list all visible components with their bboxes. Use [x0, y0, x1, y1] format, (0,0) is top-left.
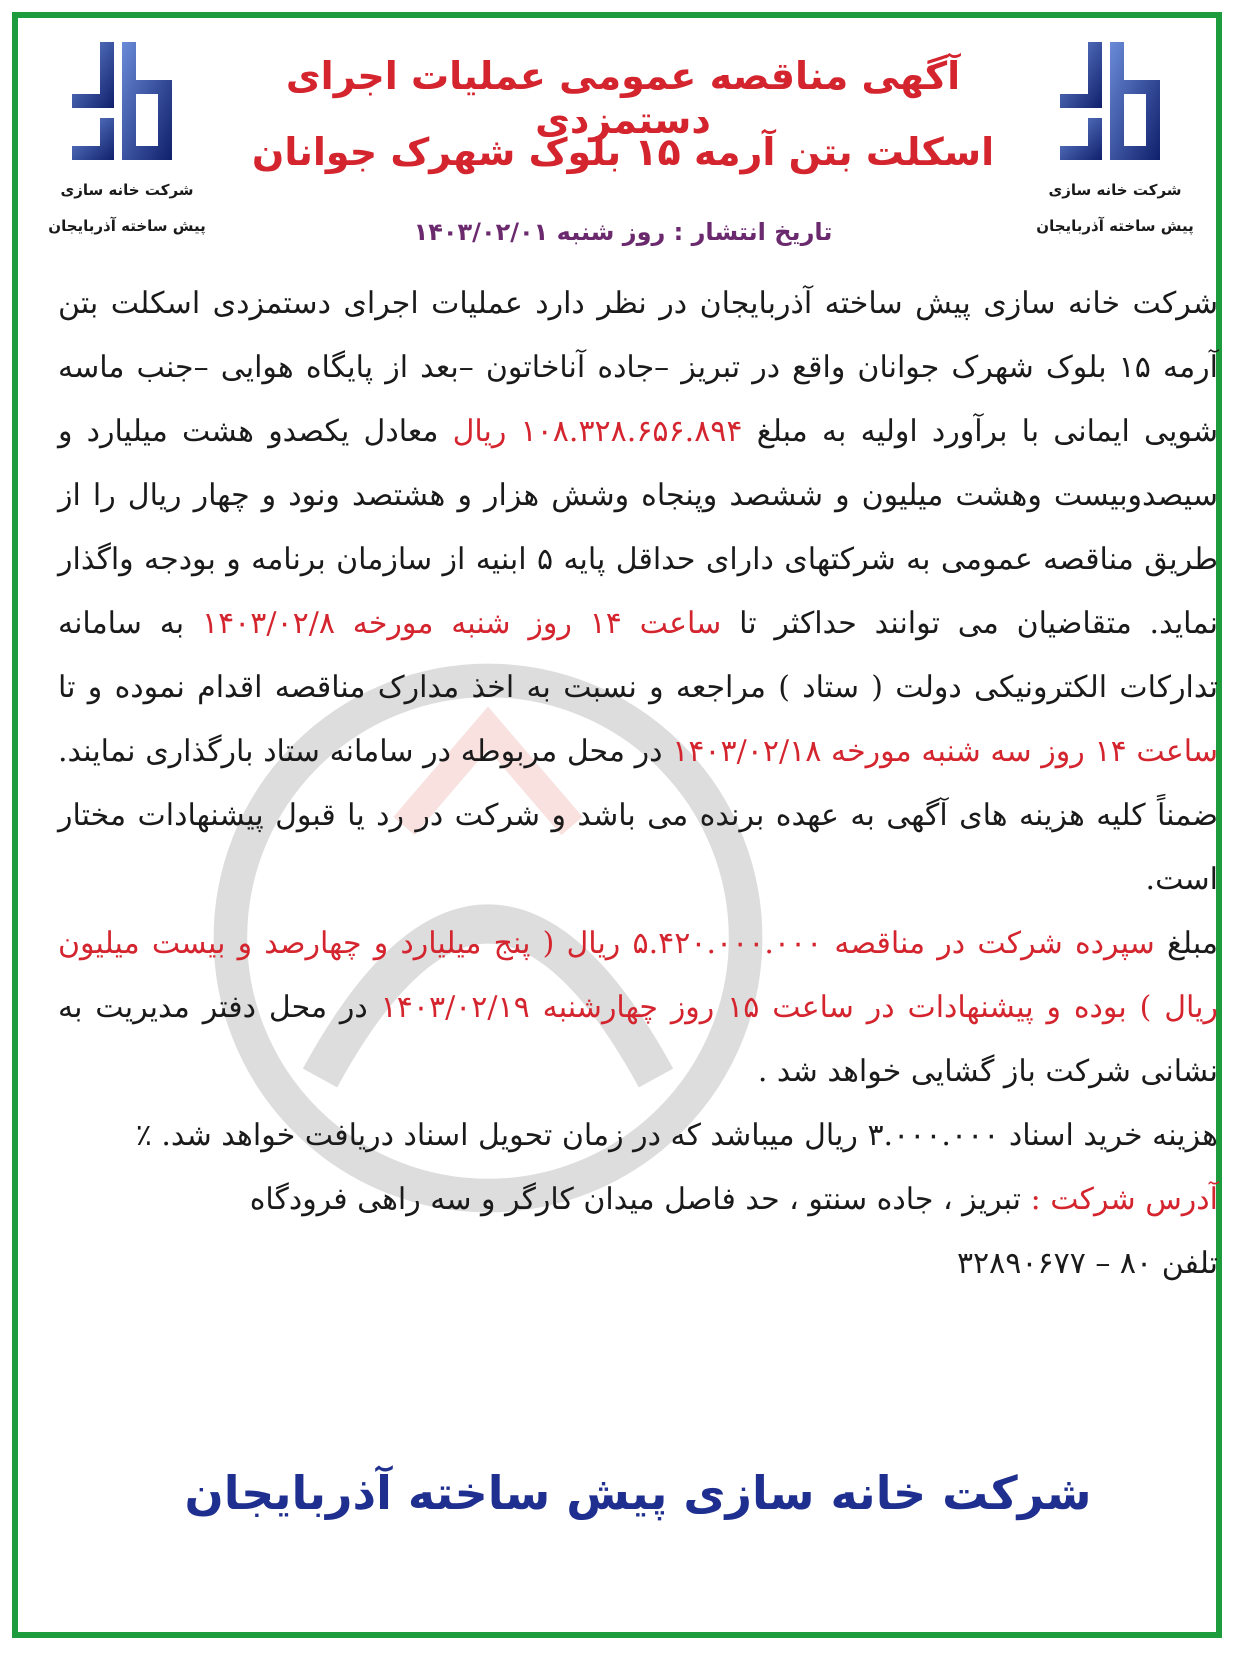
- logo-caption-line2: پیش ساخته آذربایجان: [48, 217, 206, 235]
- body-text: شرکت خانه سازی پیش ساخته آذربایجان در نظر دارد عملیات اجرای دستمزدی اسکلت بتن آرمه ۱۵ بلوک شهرک جوانان واقع در تبریز –جاده آناخاتون –بعد از پایگاه هوایی –جنب ماسه شویی ایمانی با برآورد اولیه به مبلغ: [58, 286, 1218, 449]
- body-text: در محل دفتر مدیریت به نشانی شرکت باز گشایی خواهد شد .: [58, 990, 1218, 1089]
- ad-body: [58, 272, 1218, 1296]
- logo-caption-line2: پیش ساخته آذربایجان: [1036, 217, 1194, 235]
- upload-deadline: ساعت ۱۴ روز سه شنبه مورخه ۱۴۰۳/۰۲/۱۸: [672, 734, 1219, 769]
- ad-title-line1: آگهی مناقصه عمومی عملیات اجرای دستمزدی: [285, 54, 961, 142]
- logo-icon: [1040, 32, 1190, 172]
- estimated-amount: ۱۰۸.۳۲۸.۶۵۶.۸۹۴ ریال: [452, 414, 743, 449]
- company-logo-left: [32, 32, 222, 244]
- ad-title-line2: اسکلت بتن آرمه ۱۵ بلوک شهرک جوانان: [251, 130, 995, 174]
- paragraph-address: [58, 1168, 1218, 1232]
- ad-frame: [12, 12, 1222, 1638]
- address-label: آدرس شرکت :: [1030, 1182, 1218, 1217]
- body-text: معادل یکصدو هشت میلیارد و سیصدوبیست وهشت میلیون و ششصد وپنجاه وشش هزار و هشتصد ونود و چهار ریال را از طریق مناقصه عمومی به شرکتهای دارای حداقل پایه ۵ ابنیه از سازمان برنامه و بودجه واگذار نماید. متقاضیان می توانند حداکثر تا: [58, 414, 1219, 641]
- logo-icon: [52, 32, 202, 172]
- paragraph-docs-cost: هزینه خرید اسناد ۳.۰۰۰.۰۰۰ ریال میباشد که در زمان تحویل اسناد دریافت خواهد شد. ٪: [135, 1118, 1218, 1153]
- company-logo-right: [1020, 32, 1210, 244]
- body-text: مبلغ: [1166, 926, 1218, 961]
- address-text: تبریز ، جاده سنتو ، حد فاصل میدان کارگر و سه راهی فرودگاه: [249, 1182, 1022, 1217]
- download-deadline: ساعت ۱۴ روز شنبه مورخه ۱۴۰۳/۰۲/۸: [201, 606, 722, 641]
- publish-date: تاریخ انتشار : روز شنبه ۱۴۰۳/۰۲/۰۱: [413, 218, 833, 246]
- paragraph-main: [58, 272, 1218, 912]
- footer-company-name: شرکت خانه سازی پیش ساخته آذربایجان: [184, 1466, 1092, 1520]
- body-text: به سامانه تدارکات الکترونیکی دولت ( ستاد ) مراجعه و نسبت به اخذ مدارک مناقصه اقدام نموده و تا: [58, 606, 1218, 705]
- phone: تلفن ۸۰ – ۳۲۸۹۰۶۷۷: [956, 1246, 1218, 1281]
- paragraph-deposit: [58, 912, 1218, 1104]
- deposit-and-opening: سپرده شرکت در مناقصه ۵.۴۲۰.۰۰۰.۰۰۰ ریال ( پنج میلیارد و چهارصد و بیست میلیون ریال ) بوده و پیشنهادات در ساعت ۱۵ روز چهارشنبه ۱۴۰۳/۰۲/۱۹: [58, 926, 1218, 1025]
- logo-caption-line1: شرکت خانه سازی: [1048, 181, 1182, 199]
- body-text: در محل مربوطه در سامانه ستاد بارگذاری نمایند. ضمناً کلیه هزینه های آگهی به عهده برنده می باشد و شرکت در رد یا قبول پیشنهادات مختار است.: [58, 734, 1218, 897]
- logo-caption-line1: شرکت خانه سازی: [60, 181, 194, 199]
